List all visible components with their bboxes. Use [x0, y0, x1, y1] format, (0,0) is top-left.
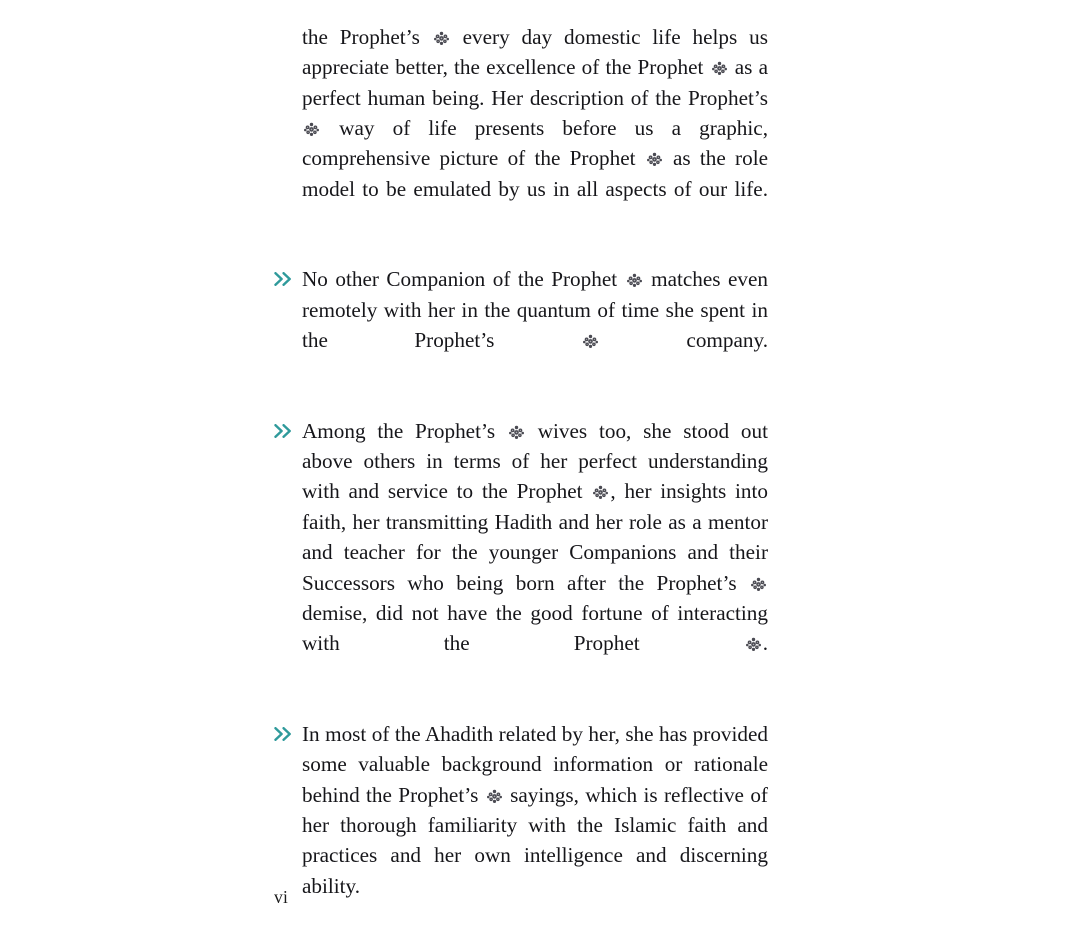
bullet-item: [302, 264, 768, 385]
paragraph-text: No other Companion of the Prophet matches even remotely with her in the quantum of time she spent in the Prophet’s company.: [302, 267, 768, 353]
honorific-glyph-icon: [592, 484, 609, 501]
honorific-glyph-icon: [646, 151, 663, 168]
honorific-glyph-icon: [750, 576, 767, 593]
paragraph-text: the Prophet’s every day domestic life helps us appreciate better, the excellence of the Prophet as a perfect human being. Her description of the Prophet’s way of life presents before us a graphic, comprehensive picture of the Prophet as the role model to be emulated by us in all aspects of our life.: [302, 25, 768, 201]
continuation-paragraph: [302, 22, 768, 234]
double-chevron-bullet-icon: [274, 416, 296, 438]
honorific-glyph-icon: [745, 636, 762, 653]
honorific-glyph-icon: [626, 272, 643, 289]
double-chevron-bullet-icon: [274, 719, 296, 741]
honorific-glyph-icon: [508, 424, 525, 441]
honorific-glyph-icon: [433, 30, 450, 47]
paragraph-text: In most of the Ahadith related by her, she has provided some valuable background information or rationale behind the Prophet’s sayings, which is reflective of her thorough familiarity with the Islamic faith and practices and her own intelligence and discerning ability.: [302, 721, 768, 898]
honorific-glyph-icon: [711, 60, 728, 77]
paragraph-text: Among the Prophet’s wives too, she stood out above others in terms of her perfect understanding with and service to the Prophet , her insights into faith, her transmitting Hadith and her role as a mentor and teacher for the younger Companions and their Successors who being born after the Prophet’s demise, did not have the good fortune of interacting with the Prophet .: [302, 418, 768, 656]
bullet-item: [302, 416, 768, 689]
honorific-glyph-icon: [303, 121, 320, 138]
honorific-glyph-icon: [582, 333, 599, 350]
bullet-item: [302, 719, 768, 931]
type-area: [274, 22, 768, 931]
double-chevron-bullet-icon: [274, 264, 296, 286]
page-number: vi: [274, 887, 289, 907]
honorific-glyph-icon: [486, 788, 503, 805]
